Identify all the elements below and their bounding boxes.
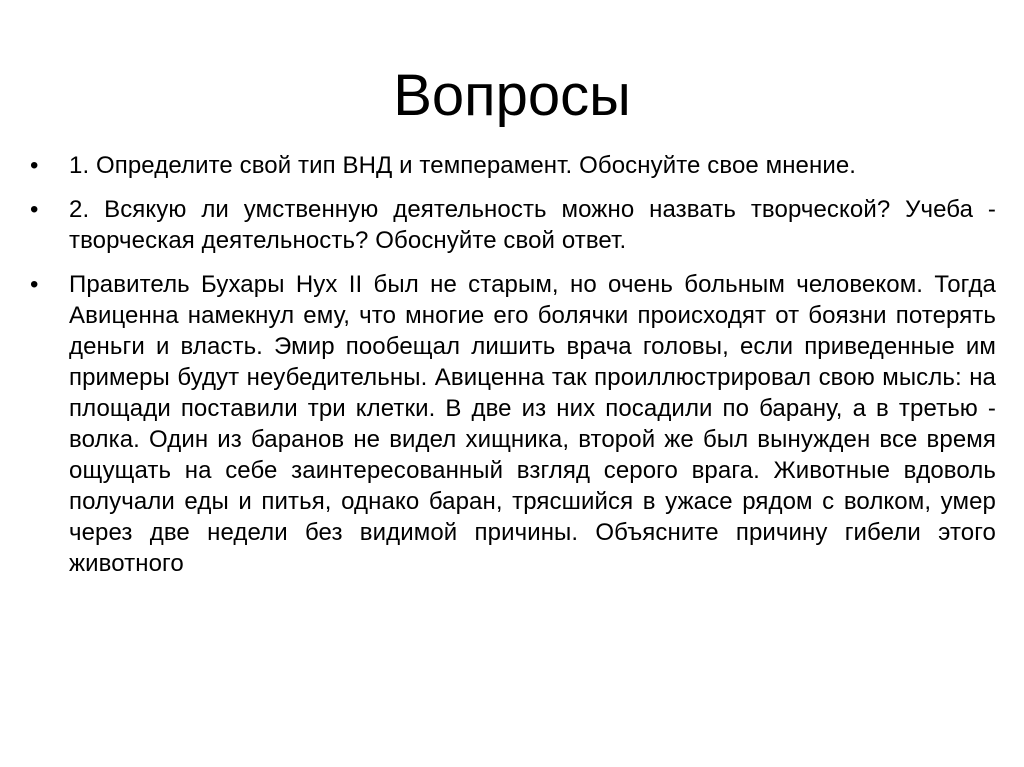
bullet-item-3 [30,269,996,579]
bullet-mark: • [30,196,39,223]
slide-title: Вопросы [393,63,631,128]
bullet-text-1: 1. Определите свой тип ВНД и темперамент. Обоснуйте свое мнение. [69,152,857,179]
bullet-item-1 [30,150,996,181]
bullet-list [30,150,996,592]
bullet-item-2 [30,194,996,256]
bullet-mark: • [30,152,39,179]
bullet-text-2: 2. Всякую ли умственную деятельность можно назвать творческой? Учеба - творческая деятельность? Обоснуйте свой ответ. [69,196,996,254]
bullet-mark: • [30,271,39,298]
bullet-text-3: Правитель Бухары Нух II был не старым, но очень больным человеком. Тогда Авиценна намекнул ему, что многие его болячки происходят от боязни потерять деньги и власть. Эмир пообещал лишить врача головы, если приведенные им примеры будут неубедительны. Авиценна так проиллюстрировал свою мысль: на площади поставили три клетки. В две из них посадили по барану, а в третью - волка. Один из баранов не видел хищника, второй же был вынужден все время ощущать на себе заинтересованный взгляд серого врага. Животные вдоволь получали еды и питья, однако баран, трясшийся в ужасе рядом с волком, умер через две недели без видимой причины. Объясните причину гибели этого животного [69,271,996,577]
